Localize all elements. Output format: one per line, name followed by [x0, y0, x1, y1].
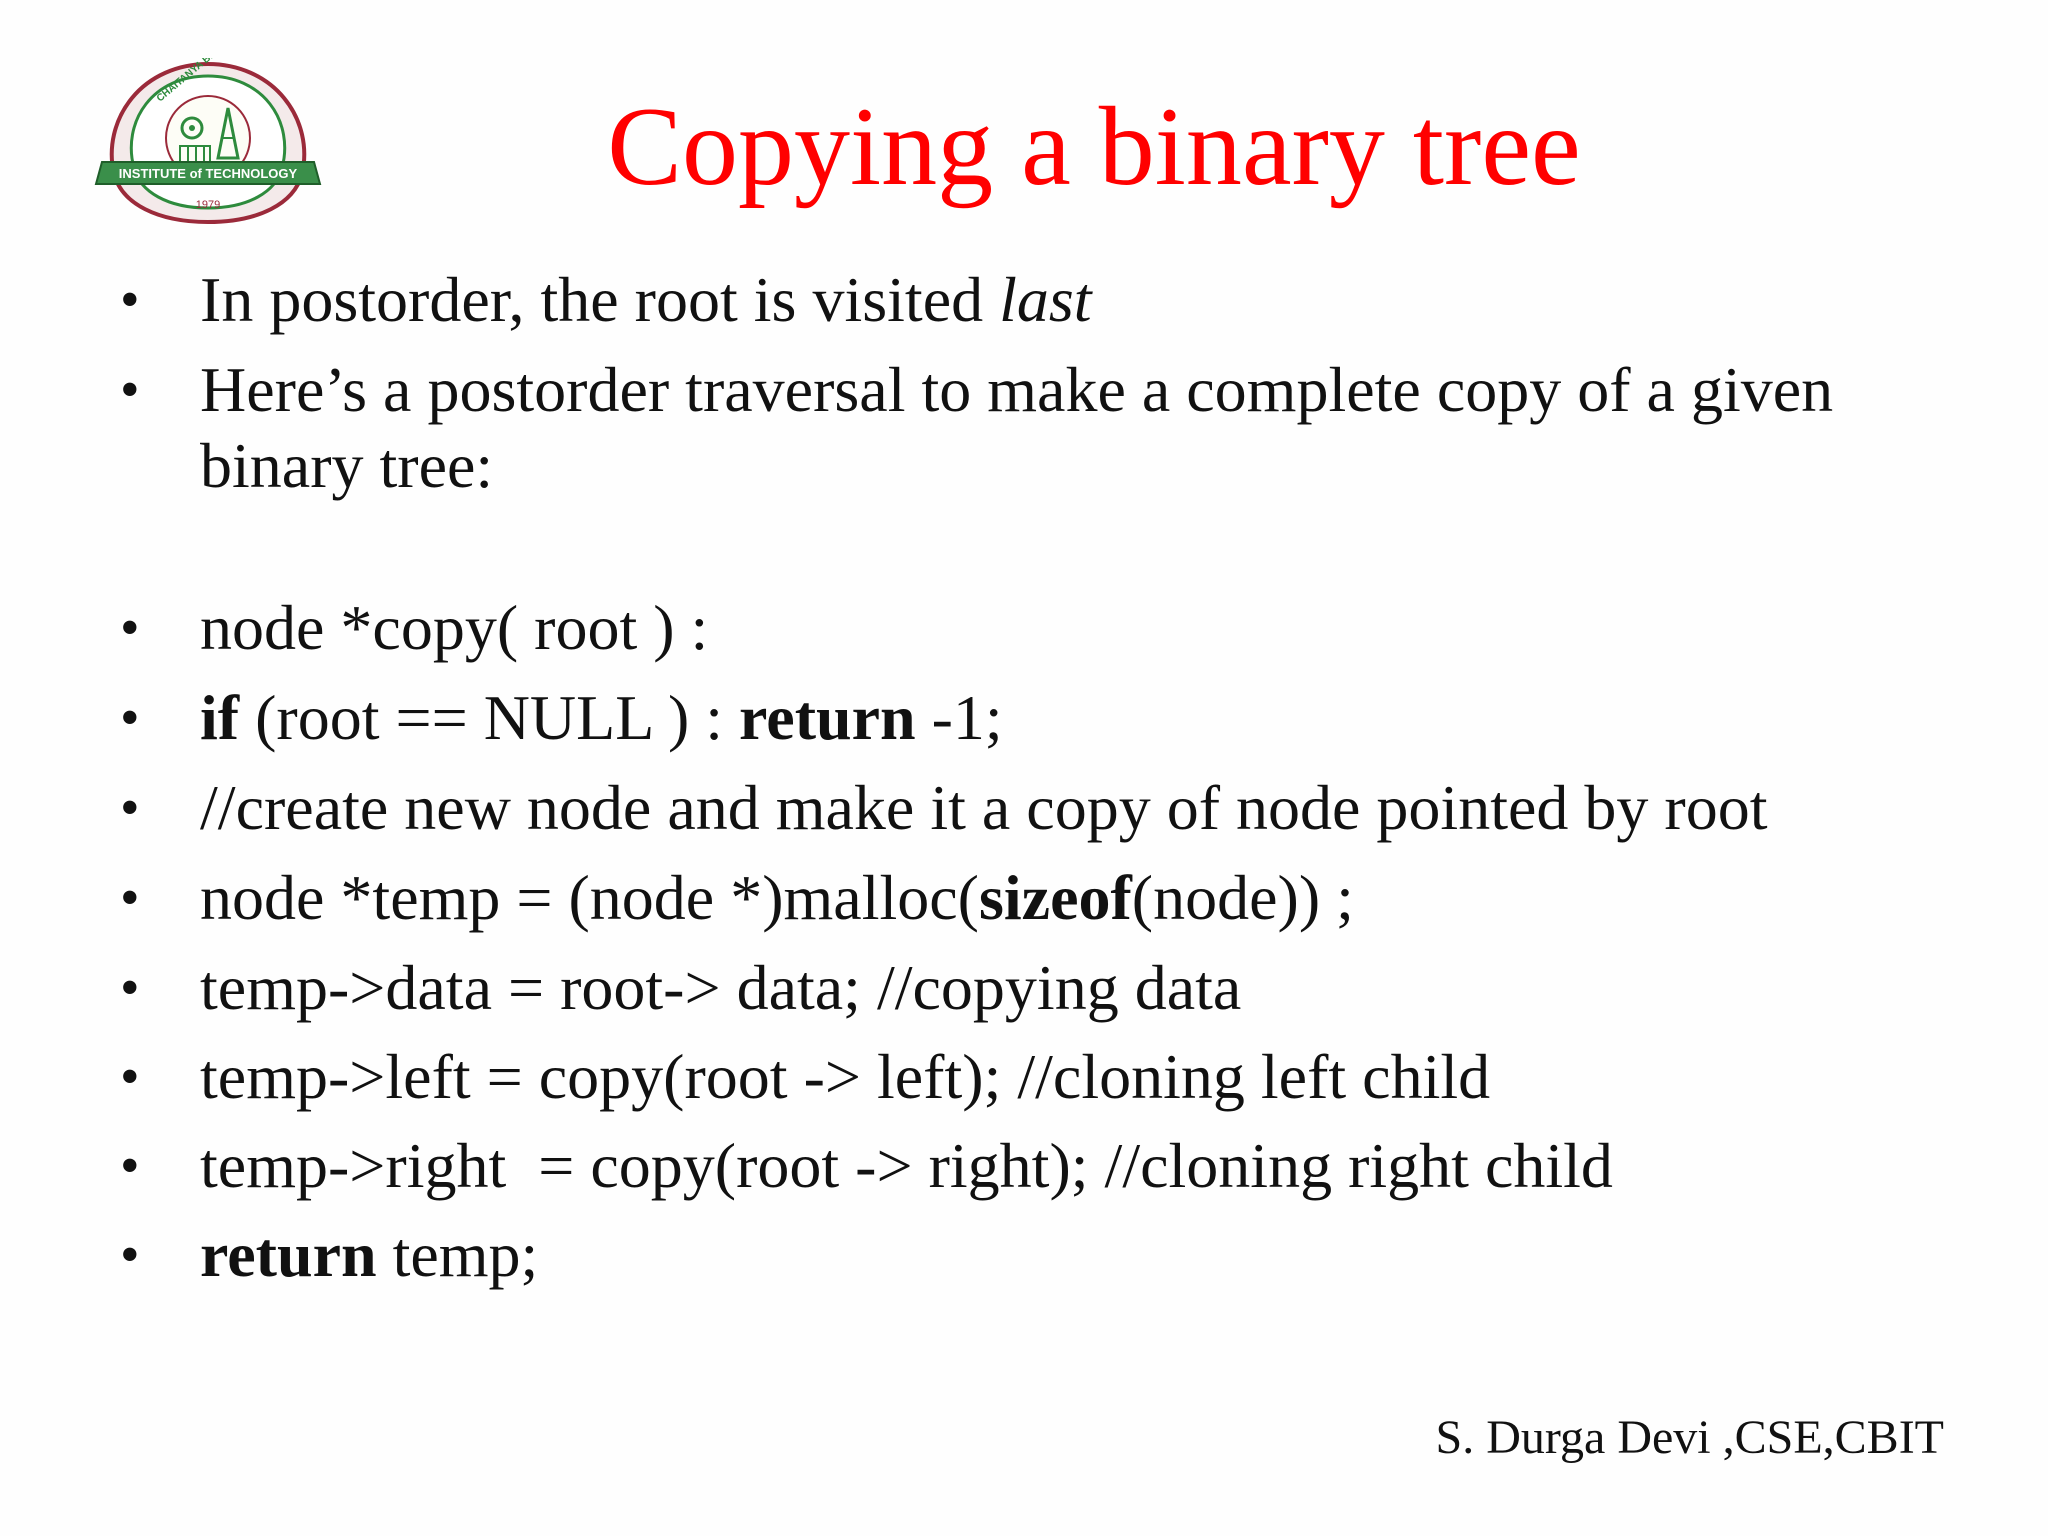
code-line: temp->left = copy(root -> left); //cloning left child [200, 1041, 1491, 1112]
code-line: (node)) ; [1131, 862, 1354, 933]
logo-ribbon-text: INSTITUTE of TECHNOLOGY [118, 166, 298, 181]
code-line: node *temp = (node *)malloc( [200, 862, 979, 933]
bullet-list [120, 262, 1980, 1307]
slide-footer: S. Durga Devi ,CSE,CBIT [1435, 1411, 1944, 1464]
bullet-item [120, 590, 1980, 666]
code-line: node *copy( root ) : [200, 592, 709, 663]
code-line: temp; [376, 1219, 539, 1290]
emphasis-text: last [999, 264, 1092, 335]
slide-title: Copying a binary tree [607, 85, 1581, 209]
keyword-return: return [200, 1219, 377, 1290]
keyword-return: return [739, 682, 916, 753]
code-line: temp->right = copy(root -> right); //cloning right child [200, 1130, 1613, 1201]
bullet-item [120, 352, 1980, 504]
code-comment: //create new node and make it a copy of node pointed by root [200, 772, 1768, 843]
bullet-item [120, 950, 1980, 1026]
bullet-item [120, 1217, 1980, 1293]
bullet-text: Here’s a postorder traversal to make a complete copy of a given binary tree: [200, 354, 1834, 501]
keyword-if: if [200, 682, 240, 753]
bullet-item [120, 262, 1980, 338]
bullet-item [120, 1128, 1980, 1204]
logo-year: 1979 [195, 199, 221, 211]
code-line: (root == NULL ) : [239, 682, 740, 753]
code-line: -1; [915, 682, 1003, 753]
bullet-item [120, 860, 1980, 936]
keyword-sizeof: sizeof [978, 862, 1132, 933]
bullet-text: In postorder, the root is visited [200, 264, 1000, 335]
bullet-item [120, 770, 1980, 846]
bullet-item [120, 1039, 1980, 1115]
bullet-item [120, 680, 1980, 756]
code-line: temp->data = root-> data; //copying data [200, 952, 1242, 1023]
